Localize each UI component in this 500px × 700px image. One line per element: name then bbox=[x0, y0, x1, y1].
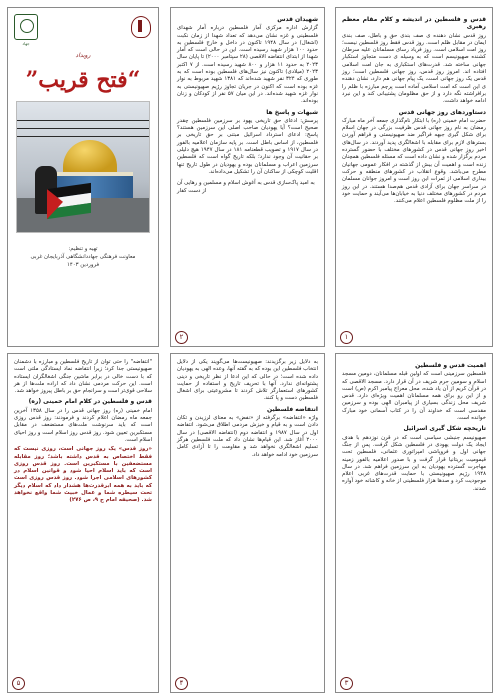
cover-image-dome-of-the-rock bbox=[16, 101, 150, 233]
page-3-panel bbox=[335, 353, 493, 693]
cover-panel bbox=[7, 7, 159, 347]
credit-line: تهیه و تنظیم: bbox=[68, 246, 98, 252]
section-heading: قدس و فلسطین در اندیشه و کلام مقام معظم رهبری bbox=[342, 16, 486, 31]
page-number: ۲ bbox=[175, 331, 188, 344]
section-body: حضرت امام خمینی (ره) با ابتکار نام‌گذاری جمعه آخر ماه مبارک رمضان به نام روز جهانی قدس ظرفیت بزرگی در جهان اسلام برای شکل گیری جبهه فراگیر ضد صهیونیستی و فراهم آوردن بسترهای لازم برای مقابله با اشغالگری پدید آوردند. در سال‌های اخیر روز جهانی قدس در کشورهای مختلف با حضور گسترده مردم برگزار شده و نشان داده است که مسئله فلسطین همچنان زنده است و اهمیت آن بیش از گذشته در افکار عمومی جهانیان مطرح می‌باشد. وقوع انقلاب در کشورهای منطقه و حرکت بیداری اسلامی از ثمرات این روز است و امروز جوانان مسلمان در سراسر جهان برای آزادی قدس هم‌صدا هستند. در این روز مردم در کشورهای مختلف دنیا به خیابان‌ها می‌آیند و حمایت خود را از ملت مظلوم فلسطین اعلام می‌کنند. bbox=[342, 117, 486, 205]
section-heading: تاریخچه شکل گیری اسرائیل bbox=[403, 425, 486, 433]
highlighted-quote: «روز قدس» یک روز جهانی است، روزی نیست که فقط اختصاص به قدس داشته باشد؛ روز مقابله مستضعفین با مستکبرین است. روز قدس روزی است که باید اسلام احیا شود و قوانین اسلام در کشورهای اسلامی اجرا شود. روز قدس روزی است که باید به همه ابرقدرت‌ها هشدار داد که اسلام دیگر تحت سیطره شما و عمال خبیث شما واقع نخواهد شد. (صحیفه امام ج ۹، ص ۲۷۶) bbox=[14, 446, 152, 504]
section-body: امام خمینی (ره) روز جهانی قدس را در سال ۱۳۵۸ آخرین جمعه ماه رمضان اعلام کردند و فرمودند: روز قدس روزی است که باید سرنوشت ملت‌های مستضعف در مقابل مستکبرین تعیین شود. روز قدس روز اسلام است و روز احیای اسلام است. bbox=[14, 407, 153, 443]
barbed-wire bbox=[17, 136, 149, 137]
seal-caption: جهاد bbox=[22, 41, 30, 46]
cover-brand: رویداد bbox=[75, 52, 91, 59]
credit-line: معاونت فرهنگی جهاددانشگاهی آذربایجان غربی bbox=[30, 254, 136, 260]
section-body: صهیونیسم جنبشی سیاسی است که در قرن نوزدهم با هدف ایجاد یک دولت یهودی در فلسطین شکل گرفت. پس از جنگ جهانی اول و فروپاشی امپراتوری عثمانی، فلسطین تحت قیمومیت بریتانیا قرار گرفت و با صدور اعلامیه بالفور زمینه مهاجرت گسترده یهودیان به این سرزمین فراهم شد. در سال ۱۹۴۸ رژیم صهیونیستی با حمایت قدرت‌های غربی اعلام موجودیت کرد و صدها هزار فلسطینی از خانه و کاشانه خود آواره شدند. bbox=[342, 434, 486, 492]
section-heading: شهیدان قدس bbox=[277, 16, 318, 23]
page-1-panel bbox=[335, 7, 493, 347]
cover-logos bbox=[8, 8, 158, 46]
credit-line: فروردین ۱۴۰۳ bbox=[66, 262, 100, 268]
section-body: فلسطین سرزمینی است که اولین قبله مسلمانان، دومین مسجد اسلام و سومین حرم شریف در آن قرار دارد. مسجد الاقصی که در قرآن کریم از آن یاد شده، محل معراج پیامبر اکرم (ص) است و از این رو برای همه مسلمانان اهمیت ویژه‌ای دارد. قدس شریف محل زندگی بسیاری از پیامبران الهی بوده و سرزمین مقدسی است که خداوند آن را در کتاب آسمانی خود مبارک خوانده است. bbox=[342, 371, 486, 422]
page-number: ۵ bbox=[12, 677, 25, 690]
emblem-logo bbox=[128, 14, 152, 40]
palestine-flag bbox=[47, 183, 91, 219]
section-heading: انتفاضه فلسطین bbox=[266, 405, 318, 413]
section-heading: دستاوردهای روز جهانی قدس bbox=[398, 108, 486, 116]
page-number: ۳ bbox=[340, 677, 353, 690]
barbed-wire bbox=[17, 120, 149, 121]
page-number: ۱ bbox=[340, 331, 353, 344]
closing-signature: به امید پاک‌سازی قدس به آغوش اسلام و مسلمین و رهایی آن از دست کفار bbox=[177, 180, 315, 194]
jahad-seal-logo bbox=[14, 14, 38, 46]
section-heading: اهمیت قدس و فلسطین bbox=[415, 362, 486, 369]
cover-credits bbox=[8, 245, 158, 269]
section-body: به دلایل زیر برگزیدند: صهیونیست‌ها می‌گویند یکی از دلایل انتخاب فلسطین این بوده که به گفته آنها، وعده الهی به یهودیان داده شده است؛ در حالی که این ادعا از نظر تاریخی و دینی پشتوانه‌ای ندارد. آنها با تحریف تاریخ و استفاده از حمایت کشورهای استعمارگر تلاش کردند تا مشروعیتی برای اشغال فلسطین دست و پا کنند. bbox=[177, 359, 318, 402]
section-heading: شبهات و پاسخ ها bbox=[266, 108, 318, 116]
barbed-wire bbox=[17, 128, 149, 129]
section-body: "انتفاضه" را حتی توان از تاریخ فلسطین و مبارزه با دشمنان صهیونیستی جدا کرد؛ زیرا انتفاضه نماد ایستادگی ملتی است که با دست خالی در برابر ماشین جنگی اشغالگران ایستاده است. این حرکت مردمی نشان داد که اراده ملت‌ها از هر سلاحی قوی‌تر است و سرانجام حق بر باطل پیروز خواهد شد. bbox=[14, 359, 152, 395]
section-body: واژه «انتفاضه» برگرفته از «نفض» به معنای لرزیدن و تکان دادن است و به قیام و خیزش مردمی اطلاق می‌شود. انتفاضه اول در سال ۱۹۸۷ و انتفاضه دوم (انتفاضه الاقصی) در سال ۲۰۰۰ آغاز شد. این قیام‌ها نشان داد که ملت فلسطین هرگز تسلیم اشغالگری نخواهد شد و مقاومت را تا آزادی کامل سرزمین خود ادامه خواهد داد. bbox=[177, 415, 318, 458]
section-body: پرسش: ادعای حق تاریخی یهود بر سرزمین فلسطین چقدر صحیح است؟ آیا یهودیان صاحب اصلی این سرزمین هستند؟ پاسخ: ادعای استرداد اسرائیل مبتنی بر حق تاریخی بر فلسطین، از اساس باطل است. بر پایه سازمان اعلامیه بالفور در سال ۱۹۱۷ و تصویب قطعنامه ۱۸۱ در سال ۱۹۴۷ هیچ دلیلی بر حقانیت آن وجود ندارد؛ بلکه تاریخ گواه است که فلسطین سرزمین اعراب و مسلمانان بوده و یهودیان در طول تاریخ تنها اقلیت کوچکی از ساکنان آن را تشکیل می‌داده‌اند. bbox=[177, 117, 318, 175]
cover-title: “فتح قریب” bbox=[25, 67, 141, 93]
section-heading: قدس و فلسطین در کلام امام خمینی (ره) bbox=[28, 398, 152, 406]
page-5-panel bbox=[7, 353, 159, 693]
page-4-panel bbox=[170, 353, 325, 693]
page-2-panel bbox=[170, 7, 325, 347]
page-number: ۴ bbox=[175, 677, 188, 690]
section-body: روز قدس نشان دهنده ی صف بندی حق و باطل، صف بندی ایمان در مقابل ظلم است. روز قدس فقط روز فلسطین نیست؛ روز امت اسلامی است. روز فریاد رسای مسلمانان علیه سرطان کشنده صهیونیسم است که به وسیله ی دست متجاوز استکبار جهانی ساخته شد. قدرت‌های استکباری به جان امت اسلامی افتاده اند. امروز روز قدس، روز جهانی فلسطین است؛ روز قدس یک روز جهانی است، یک پیام جهانی هم دارد، نشان دهنده ی این است که امت اسلامی آماده است پرچم مبارزه با ظلم را برافراشته نگه دارد و از حق مظلومان پشتیبانی کند و این نبرد ادامه خواهد داشت. bbox=[342, 32, 486, 105]
section-body: گزارش اداره مرکزی آمار فلسطین درباره آمار شهدای فلسطینی و غزه نشان می‌دهد که تعداد شهدا از زمان نکبت (اشغال) در سال ۱۹۴۸ تاکنون در داخل و خارج فلسطین به حدود ۱۰۰ هزار شهید رسیده است. این در حالی است که آمار شهدا از ابتدای انتفاضه الاقصی (۲۸ سپتامبر ۲۰۰۰) تا پایان سال ۲۰۲۳ به حدود ۱۱ هزار و ۸۰۰ شهید رسیده است. از ۷ اکتبر ۲۰۲۳ (میلادی) تاکنون نیز سال‌های فلسطین بوده است که به طوری که ۳۲۴ نفر شهید شده‌اند که ۱۳۸۱ شهید مربوط به نوار غزه بوده است که اکنون در جریان تجاوز رژیم صهیونیستی به نوار غزه شهید شده‌اند. در این میان ۵۷ نفر از کودکان و زنان بوده‌اند. bbox=[177, 25, 319, 105]
